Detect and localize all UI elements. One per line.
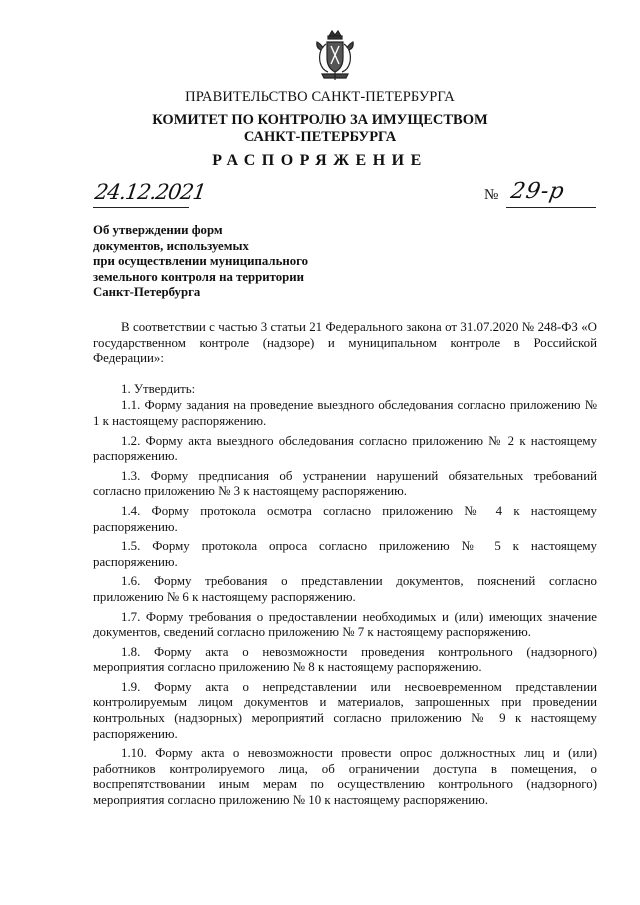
list-item: 1.5. Форму протокола опроса согласно приложению № 5 к настоящему распоряжению. <box>93 539 597 569</box>
list-item: 1.3. Форму предписания об устранении нарушений обязательных требований согласно приложению № 3 к настоящему распоряжению. <box>93 468 597 499</box>
committee-line-2: САНКТ-ПЕТЕРБУРГА <box>243 129 397 145</box>
list-item: 1.6. Форму требования о представлении документов, пояснений согласно приложению № 6 к настоящему распоряжению. <box>93 574 597 604</box>
committee-name <box>0 112 640 146</box>
number-sign: № <box>484 187 499 203</box>
number-underline <box>506 207 596 208</box>
government-name: ПРАВИТЕЛЬСТВО САНКТ-ПЕТЕРБУРГА <box>185 89 455 105</box>
list-item: 1.9. Форму акта о непредставлении или несвоевременном представлении контролируемым лицом документов и материалов, запрошенных при проведении контрольных (надзорных) мероприятий согласно приложению № 9 к настоящему распоряжению. <box>93 679 597 741</box>
subject-line: Об утверждении форм <box>93 223 223 237</box>
subject-line: земельного контроля на территории <box>93 269 305 284</box>
list-item: 1.4. Форму протокола осмотра согласно приложению № 4 к настоящему распоряжению. <box>93 503 597 534</box>
subject-line: при осуществлении муниципального <box>93 254 308 269</box>
list-item: 1.8. Форму акта о невозможности проведения контрольного (надзорного) мероприятия согласно приложению № 8 к настоящему распоряжению. <box>93 644 597 675</box>
document-type-title: РАСПОРЯЖЕНИЕ <box>212 152 428 169</box>
list-item: 1.7. Форму требования о предоставлении необходимых и (или) имеющих значение документов, сведений согласно приложению № 7 к настоящему распоряжению. <box>93 609 597 640</box>
list-item: 1.10. Форму акта о невозможности провести опрос должностных лиц и (или) работников контролируемого лица, об ограничении доступа в помещения, о воспрепятствовании иным мерам по осуществлению контрольного (надзорного) мероприятия согласно приложению № 10 к настоящему распоряжению. <box>93 746 597 808</box>
committee-line-1: КОМИТЕТ ПО КОНТРОЛЮ ЗА ИМУЩЕСТВОМ <box>152 112 488 128</box>
subject-line: Санкт-Петербурга <box>93 285 201 300</box>
subject-line: документов, используемых <box>93 238 249 253</box>
list-item: 1.2. Форму акта выездного обследования согласно приложению № 2 к настоящему распоряжению. <box>93 433 597 464</box>
handwritten-number: 29-р <box>508 179 567 204</box>
coat-of-arms-icon <box>312 28 358 82</box>
list-item: 1.1. Форму задания на проведение выездного обследования согласно приложению № 1 к настоящему распоряжению. <box>93 398 597 428</box>
point-1-heading: 1. Утвердить: <box>121 381 196 396</box>
handwritten-date: 24.12.2021 <box>93 180 207 204</box>
document-body <box>93 320 597 813</box>
document-subject <box>93 223 383 301</box>
intro-paragraph: В соответствии с частью 3 статьи 21 Федерального закона от 31.07.2020 № 248-ФЗ «О государственном контроле (надзоре) и муниципальном контроле в Российской Федерации»: <box>93 320 597 366</box>
date-underline <box>93 207 189 208</box>
